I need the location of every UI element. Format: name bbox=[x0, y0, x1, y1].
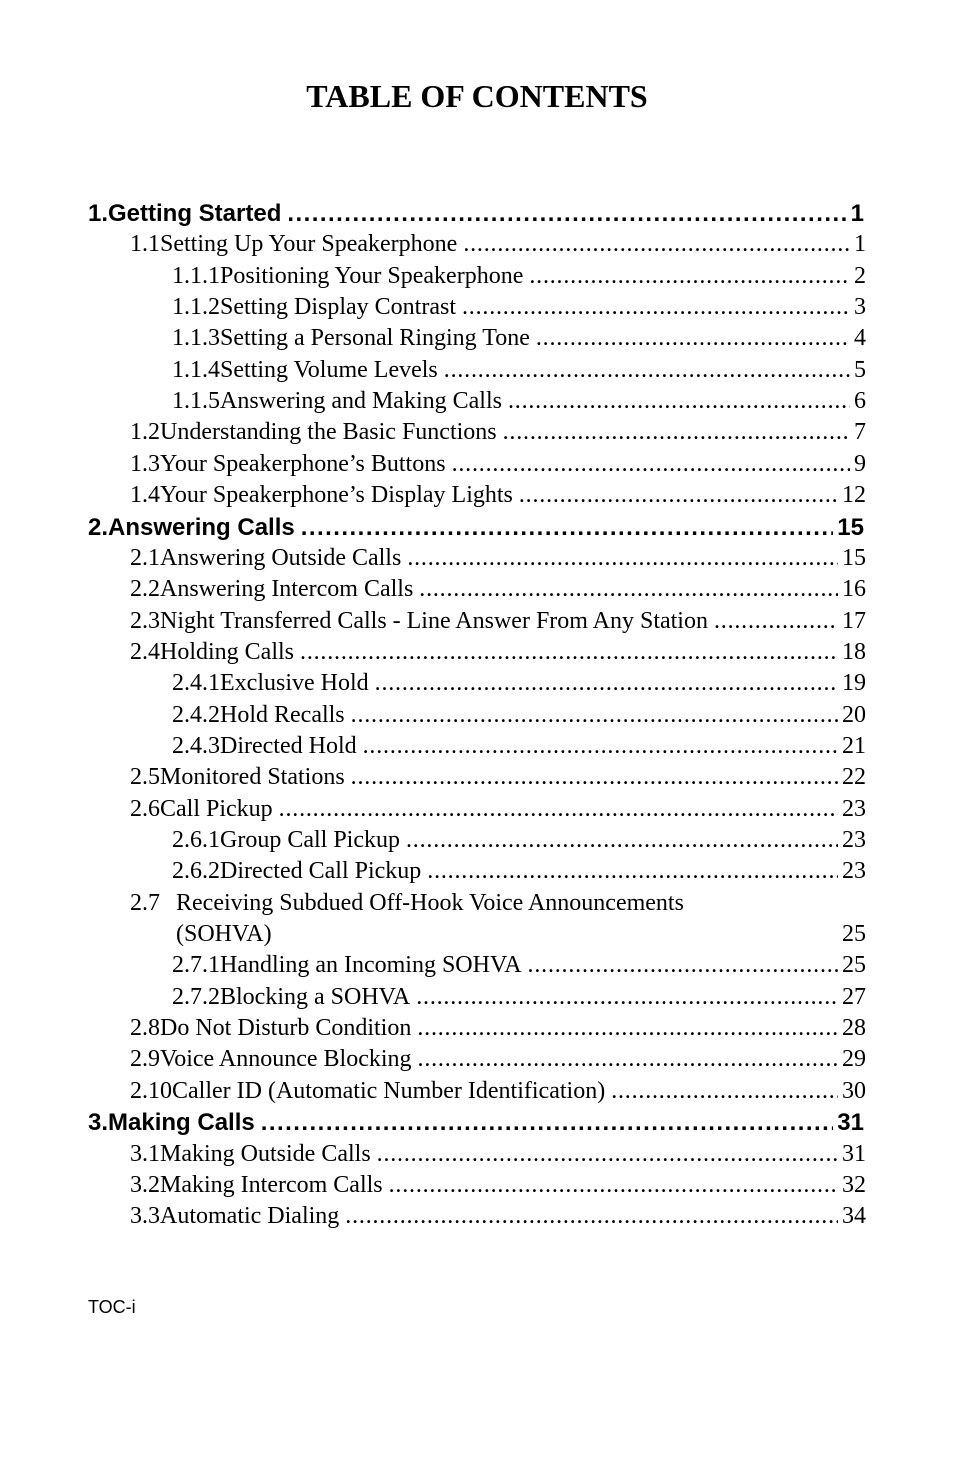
toc-entry-number: 2.8 bbox=[130, 1015, 160, 1042]
toc-entry-label: Holding Calls bbox=[160, 638, 295, 665]
dot-leader bbox=[508, 388, 850, 415]
toc-entry-label: Your Speakerphone’s Display Lights bbox=[160, 482, 513, 509]
toc-entry-page: 30 bbox=[842, 1077, 866, 1104]
toc-entry-number: 2.7.2 bbox=[172, 983, 220, 1010]
toc-entry-label: Setting Up Your Speakerphone bbox=[160, 231, 458, 258]
toc-entry-label: Answering Calls bbox=[108, 513, 295, 541]
toc-entry-page: 20 bbox=[842, 701, 866, 728]
toc-entry-number: 2.10 bbox=[130, 1077, 172, 1104]
toc-entry-number: 1.1.4 bbox=[172, 356, 220, 383]
toc-entry-label: Making Outside Calls bbox=[160, 1140, 371, 1167]
page-title: TABLE OF CONTENTS bbox=[306, 78, 648, 114]
dot-leader bbox=[463, 231, 850, 258]
toc-entry-number: 2.2 bbox=[130, 576, 160, 603]
dot-leader bbox=[406, 827, 838, 854]
toc-entry-label: Answering and Making Calls bbox=[220, 388, 502, 415]
toc-entry-number: 2.1 bbox=[130, 544, 160, 571]
toc-entry-page: 32 bbox=[842, 1171, 866, 1198]
toc-entry-number: 1. bbox=[88, 200, 109, 227]
toc-entry-label: Voice Announce Blocking bbox=[160, 1046, 412, 1073]
toc-entry-page: 18 bbox=[842, 638, 866, 665]
toc-entry-3-3[interactable] bbox=[130, 1203, 866, 1230]
dot-leader bbox=[377, 1141, 838, 1168]
dot-leader bbox=[407, 545, 838, 572]
dot-leader bbox=[529, 263, 850, 290]
toc-entry-2[interactable] bbox=[88, 514, 864, 542]
toc-entry-2-5[interactable] bbox=[130, 764, 866, 791]
toc-entry-2-4-1[interactable] bbox=[172, 670, 866, 697]
toc-entry-2-6-1[interactable] bbox=[172, 827, 866, 854]
toc-entry-1[interactable] bbox=[88, 200, 864, 228]
toc-entry-label: Positioning Your Speakerphone bbox=[220, 262, 524, 289]
toc-entry-label: Understanding the Basic Functions bbox=[160, 419, 497, 446]
toc-entry-page: 4 bbox=[854, 325, 866, 352]
toc-entry-page: 31 bbox=[842, 1140, 866, 1167]
toc-entry-1-1-1[interactable] bbox=[172, 263, 866, 290]
toc-entry-label: Receiving Subdued Off-Hook Voice Announcements bbox=[176, 889, 684, 916]
toc-entry-page: 25 bbox=[842, 952, 866, 979]
dot-leader bbox=[363, 733, 838, 760]
toc-entry-number: 1.4 bbox=[130, 482, 160, 509]
toc-entry-label: Night Transferred Calls - Line Answer From Any Station bbox=[160, 607, 708, 634]
toc-entry-page: 5 bbox=[854, 356, 866, 383]
toc-entry-2-7-2[interactable] bbox=[172, 984, 866, 1011]
dot-leader bbox=[300, 639, 838, 666]
toc-entry-3-1[interactable] bbox=[130, 1141, 866, 1168]
toc-entry-number: 2.4.3 bbox=[172, 732, 220, 759]
toc-entry-continuation-text: (SOHVA) bbox=[176, 921, 272, 948]
dot-leader bbox=[351, 702, 838, 729]
dot-leader bbox=[375, 670, 838, 697]
toc-entry-number: 2.4.1 bbox=[172, 670, 220, 697]
page-footer: TOC-i bbox=[88, 1297, 136, 1317]
toc-entry-label: Answering Intercom Calls bbox=[160, 576, 414, 603]
toc-entry-number: 2.4.2 bbox=[172, 701, 220, 728]
toc-entry-2-7[interactable] bbox=[130, 890, 866, 917]
toc-entry-page: 15 bbox=[837, 513, 864, 541]
toc-entry-label: Your Speakerphone’s Buttons bbox=[160, 450, 446, 477]
toc-entry-2-9[interactable] bbox=[130, 1046, 866, 1073]
toc-entry-label: Group Call Pickup bbox=[220, 827, 400, 853]
toc-entry-page: 23 bbox=[842, 858, 866, 885]
toc-entry-number: 1.3 bbox=[130, 450, 160, 477]
toc-entry-page: 2 bbox=[854, 262, 866, 289]
toc-entry-number: 2.6 bbox=[130, 795, 160, 822]
toc-entry-label: Do Not Disturb Condition bbox=[160, 1015, 412, 1042]
toc-entry-page: 22 bbox=[842, 764, 866, 791]
toc-entry-1-1-4[interactable] bbox=[172, 357, 866, 384]
toc-entry-label: Blocking a SOHVA bbox=[220, 983, 411, 1010]
toc-entry-3[interactable] bbox=[88, 1109, 864, 1137]
dot-leader bbox=[417, 1015, 838, 1042]
toc-entry-number: 3.1 bbox=[130, 1140, 160, 1167]
toc-entry-page: 27 bbox=[842, 983, 866, 1010]
toc-entry-number: 2.6.1 bbox=[172, 827, 220, 853]
toc-entry-2-3[interactable] bbox=[130, 608, 866, 635]
toc-entry-page: 16 bbox=[842, 576, 866, 603]
dot-leader bbox=[452, 451, 850, 478]
toc-entry-2-2[interactable] bbox=[130, 576, 866, 603]
toc-entry-label: Call Pickup bbox=[160, 795, 273, 822]
toc-entry-number: 3.2 bbox=[130, 1171, 160, 1198]
toc-entry-1-1-3[interactable] bbox=[172, 325, 866, 352]
toc-entry-number: 2.9 bbox=[130, 1046, 160, 1073]
toc-entry-1-1[interactable] bbox=[130, 231, 866, 258]
toc-entry-2-4[interactable] bbox=[130, 639, 866, 666]
toc-entry-page: 7 bbox=[854, 419, 866, 446]
dot-leader bbox=[261, 1109, 834, 1137]
toc-entry-continuation bbox=[176, 921, 866, 948]
toc-entry-1-3[interactable] bbox=[130, 451, 866, 478]
toc-entry-page: 28 bbox=[842, 1015, 866, 1042]
toc-entry-number: 2.5 bbox=[130, 764, 160, 791]
toc-entry-number: 2.7.1 bbox=[172, 952, 220, 979]
dot-leader bbox=[351, 764, 838, 791]
toc-entry-page: 21 bbox=[842, 732, 866, 759]
dot-leader bbox=[714, 608, 838, 635]
dot-leader bbox=[528, 952, 838, 979]
toc-entry-1-2[interactable] bbox=[130, 419, 866, 446]
toc-entry-label: Setting a Personal Ringing Tone bbox=[220, 325, 530, 352]
dot-leader bbox=[345, 1203, 838, 1230]
toc-entry-number: 2.4 bbox=[130, 638, 160, 665]
dot-leader bbox=[462, 294, 850, 321]
toc-entry-page: 15 bbox=[842, 544, 866, 571]
toc-entry-page: 25 bbox=[842, 921, 866, 948]
toc-entry-page: 9 bbox=[854, 450, 866, 477]
dot-leader bbox=[503, 419, 850, 446]
toc-entry-page: 31 bbox=[837, 1109, 864, 1137]
dot-leader bbox=[301, 514, 834, 542]
toc-entry-label: Caller ID (Automatic Number Identification) bbox=[172, 1077, 606, 1104]
dot-leader bbox=[279, 796, 838, 823]
toc-entry-page: 23 bbox=[842, 827, 866, 853]
toc-entry-label: Making Intercom Calls bbox=[160, 1171, 383, 1198]
toc-entry-2-6[interactable] bbox=[130, 796, 866, 823]
dot-leader bbox=[519, 482, 838, 509]
toc-entry-label: Exclusive Hold bbox=[220, 670, 369, 697]
toc-entry-2-10[interactable] bbox=[130, 1078, 866, 1105]
toc-entry-2-4-2[interactable] bbox=[172, 702, 866, 729]
toc-entry-page: 12 bbox=[842, 482, 866, 509]
toc-entry-number: 1.1.1 bbox=[172, 262, 220, 289]
toc-entry-page: 23 bbox=[842, 795, 866, 822]
toc-entry-label: Directed Hold bbox=[220, 732, 357, 759]
toc-entry-label: Directed Call Pickup bbox=[220, 858, 422, 885]
toc-entry-2-7-1[interactable] bbox=[172, 952, 866, 979]
toc-entry-number: 3. bbox=[88, 1109, 109, 1137]
toc-entry-page: 3 bbox=[854, 294, 866, 321]
toc-entry-page: 1 bbox=[850, 200, 864, 227]
toc-entry-number: 1.1.3 bbox=[172, 325, 220, 352]
dot-leader bbox=[536, 325, 850, 352]
toc-entry-page: 34 bbox=[842, 1203, 866, 1230]
toc-entry-2-4-3[interactable] bbox=[172, 733, 866, 760]
toc-entry-number: 3.3 bbox=[130, 1203, 160, 1230]
toc-entry-label: Getting Started bbox=[108, 200, 282, 227]
toc-entry-1-1-2[interactable] bbox=[172, 294, 866, 321]
dot-leader bbox=[287, 200, 846, 228]
dot-leader bbox=[416, 984, 838, 1011]
dot-leader bbox=[611, 1078, 838, 1105]
toc-entry-number: 2.7 bbox=[130, 889, 160, 916]
toc-entry-3-2[interactable] bbox=[130, 1172, 866, 1199]
toc-entry-number: 1.2 bbox=[130, 419, 160, 446]
toc-entry-label: Answering Outside Calls bbox=[160, 544, 402, 571]
toc-entry-1-1-5[interactable] bbox=[172, 388, 866, 415]
dot-leader bbox=[389, 1172, 838, 1199]
toc-entry-number: 2.6.2 bbox=[172, 858, 220, 885]
toc-entry-label: Making Calls bbox=[108, 1109, 255, 1137]
toc-entry-label: Setting Volume Levels bbox=[220, 356, 438, 383]
toc-entry-2-8[interactable] bbox=[130, 1015, 866, 1042]
toc-entry-page: 6 bbox=[854, 388, 866, 415]
dot-leader bbox=[444, 357, 850, 384]
toc-entry-page: 17 bbox=[842, 607, 866, 634]
toc-entry-1-4[interactable] bbox=[130, 482, 866, 509]
toc-entry-label: Automatic Dialing bbox=[160, 1203, 340, 1230]
toc-entry-page: 19 bbox=[842, 670, 866, 697]
toc-entry-number: 1.1.2 bbox=[172, 294, 220, 321]
toc-entry-page: 1 bbox=[854, 231, 866, 258]
toc-entry-label: Hold Recalls bbox=[220, 701, 345, 728]
toc-entry-label: Setting Display Contrast bbox=[220, 294, 456, 321]
toc-entry-number: 1.1.5 bbox=[172, 388, 220, 415]
toc-entry-number: 2. bbox=[88, 513, 109, 541]
dot-leader bbox=[427, 858, 838, 885]
toc-entry-number: 1.1 bbox=[130, 231, 160, 258]
dot-leader bbox=[418, 1046, 838, 1073]
toc-entry-2-6-2[interactable] bbox=[172, 858, 866, 885]
toc-entry-number: 2.3 bbox=[130, 607, 160, 634]
toc-entry-2-1[interactable] bbox=[130, 545, 866, 572]
toc-entry-page: 29 bbox=[842, 1046, 866, 1073]
toc-entry-label: Handling an Incoming SOHVA bbox=[220, 952, 522, 979]
dot-leader bbox=[419, 576, 838, 603]
toc-entry-label: Monitored Stations bbox=[160, 764, 345, 791]
